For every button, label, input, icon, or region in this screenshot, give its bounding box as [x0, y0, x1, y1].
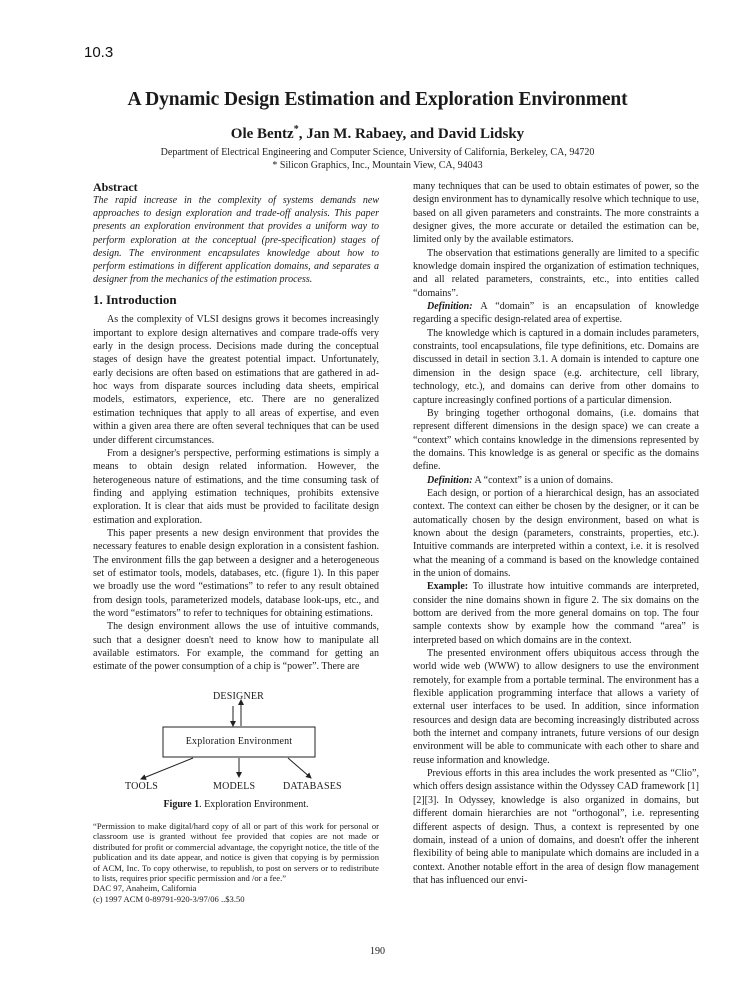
right-paragraph-1: many techniques that can be used to obtain estimates of power, so the design environment has to dynamically resolve which technique to use, based on all given parameters and constraints. The more constraints a designer gives, the more accurate or detailed the estimation can be, limited only by the available estimators.	[413, 181, 699, 246]
right-paragraph-4: By bringing together orthogonal domains, (i.e. domains that represent different dimensions in the design space) we can create a “context” which contains knowledge in the dimensions represented by the domains. This knowledge is as general or specific as the domains define.	[413, 407, 699, 473]
right-paragraph-6: The presented environment offers ubiquitous access through the world wide web (WWW) to allow designers to use the environment remotely, for example from a portable terminal. The environment has a flexible application programming interface that allows a variety of external user interfaces to be used. In addition, since information resources and design data are becoming increasingly distributed across both the internet and company intranets, future versions of our design environment will be able to communicate with each other to share and reuse information and knowledge.	[413, 648, 699, 766]
right-paragraph-7: Previous efforts in this area includes the work presented as “Clio”, which offers design assistance within the Odyssey CAD framework [1][2][3]. In Odyssey, knowledge is also organized in domains, but different domain hierarchies are not “orthogonal”, i.e. representing different aspects of design. Thus, a context is represented by one domain, instead of a union of domains, and doesn't offer the inherent flexibility of being able to manipulate which domains are included in a context. Another notable effort in the area of design flow management that has influenced our envi-	[413, 768, 699, 886]
figure-1-caption	[93, 798, 379, 811]
abstract-text: The rapid increase in the complexity of systems demands new approaches to design exploration and trade-off analysis. This paper presents an exploration environment that provides a uniform way to perform exploration at the conceptual (pre-specification) stages of design. The environment encapsulates knowledge about how to perform estimations in different application domains, and separates a designer from the mechanics of the estimation process.	[93, 195, 379, 286]
left-column	[93, 180, 379, 904]
box-label: Exploration Environment	[185, 735, 293, 747]
figure-1-caption-text: . Exploration Environment.	[199, 798, 309, 810]
affiliation-berkeley: Department of Electrical Engineering and Computer Science, University of California, Berkeley, CA, 94720	[160, 147, 595, 158]
affiliation-sgi: * Silicon Graphics, Inc., Mountain View, CA, 94043	[272, 160, 483, 171]
copyright-line: (c) 1997 ACM 0-89791-920-3/97/06 ..$3.50	[93, 893, 245, 904]
other-authors: , Jan M. Rabaey, and David Lidsky	[298, 126, 525, 142]
definition-text: A “domain” is an encapsulation of knowledge regarding a specific design-related area of expertise.	[413, 301, 699, 326]
models-label: MODELS	[213, 780, 256, 792]
intro-paragraph-1: As the complexity of VLSI designs grows it becomes increasingly important to explore design alternatives and compare trade-offs very early in the design process. Decisions made during the conceptual stages of design have the greatest potential impact. Unfortunately, early decisions are often based on estimations that are gathered in ad-hoc ways from disparate sources including data sheets, empirical models, estimators, experience, etc. There are no generalized estimation techniques that apply to all areas of expertise, and even within a given area there are often several techniques that can be used under different circumstances.	[93, 314, 379, 446]
intro-paragraph-4: The design environment allows the use of intuitive commands, such that a designer doesn't need to know how to manipulate all available estimators. For example, the command for getting an estimate of the power consumption of a chip is “power”. There are	[93, 621, 379, 673]
definition-text: A “context” is a union of domains.	[472, 474, 614, 486]
definition-label: Definition:	[427, 474, 473, 486]
arrow-to-tools-icon	[141, 758, 193, 779]
right-paragraph-2: The observation that estimations generally are limited to a specific knowledge domain inspired the organization of estimation techniques, and all related parameters, constraints, etc., into entities called “domains”.	[413, 247, 699, 299]
right-column	[413, 180, 699, 887]
example-text: To illustrate how intuitive commands are interpreted, consider the nine domains shown in figure 2. The six domains on the bottom are derived from the more general domains on top. The four sample contexts show by example how the command “area” is interpreted based on which domains are in the context.	[413, 581, 699, 646]
permission-notice	[93, 821, 379, 904]
tools-label: TOOLS	[125, 780, 159, 792]
designer-label: DESIGNER	[213, 690, 265, 702]
permission-text: “Permission to make digital/hard copy of all or part of this work for personal or classroom use is granted without fee provided that copies are not made or distributed for profit or commercial advantage, the copyright notice, the title of the publication and its date appear, and notice is given that copying is by permission of ACM, Inc. To copy otherwise, to republish, to post on servers or to redistribute to lists, requires prior specific permission and /or a fee.”	[93, 821, 379, 884]
figure-1	[93, 680, 379, 798]
conference-line: DAC 97, Anaheim, California	[93, 883, 197, 894]
intro-paragraph-3: This paper presents a new design environment that provides the necessary features to enable design exploration in a consistent fashion. The environment fills the gap between a designer and a heterogeneous set of estimator tools, models, databases, etc. (figure 1). In this paper we broadly use the word “estimations” to refer to any result obtained from design tools, parameterized models, database look-ups, etc., and the word “estimators” to refer to techniques for obtaining estimations.	[93, 527, 379, 619]
figure-1-number: Figure 1	[163, 798, 200, 810]
session-number: 10.3	[84, 44, 114, 61]
author-1-footnote-mark: *	[293, 124, 299, 135]
right-paragraph-5: Each design, or portion of a hierarchical design, has an associated context. The context can either be chosen by the designer, or it can be automatically chosen by the design environment, based on what is known about the design (parameters, constraints, properties, etc.). Intuitive commands are interpreted within a context, i.e. it is resolved what the meaning of a command is based on the knowledge contained in the union of domains.	[413, 487, 699, 579]
databases-label: DATABASES	[283, 780, 342, 792]
definition-domain	[413, 300, 699, 327]
abstract-heading: Abstract	[93, 180, 138, 194]
paper-title: A Dynamic Design Estimation and Exploration Environment	[127, 89, 628, 110]
definition-label: Definition:	[427, 301, 473, 313]
arrow-to-databases-icon	[288, 758, 311, 778]
definition-context	[413, 474, 699, 487]
author-1: Ole Bentz	[230, 126, 294, 142]
example-label: Example:	[427, 581, 469, 593]
page-number: 190	[370, 946, 385, 957]
intro-paragraph-2: From a designer's perspective, performing estimations is simply a means to obtain design related information. However, the heterogeneous nature of estimations, and the time consuming task of finding and applying estimation techniques, prohibits extensive exploration. It is clear that aids must be provided to facilitate design estimation and exploration.	[93, 447, 379, 526]
example-paragraph	[413, 580, 699, 647]
introduction-heading: 1. Introduction	[93, 292, 177, 308]
right-paragraph-3: The knowledge which is captured in a domain includes parameters, constraints, tool encapsulations, file type definitions, etc. Domains are discussed in detail in section 3.1. A domain is intended to capture one dimension in the design space (e.g. architecture, cell library, technology, etc.), and domains can derive from other domains to capture increasingly confined portions of a particular dimension.	[413, 327, 699, 406]
author-line	[0, 124, 755, 143]
